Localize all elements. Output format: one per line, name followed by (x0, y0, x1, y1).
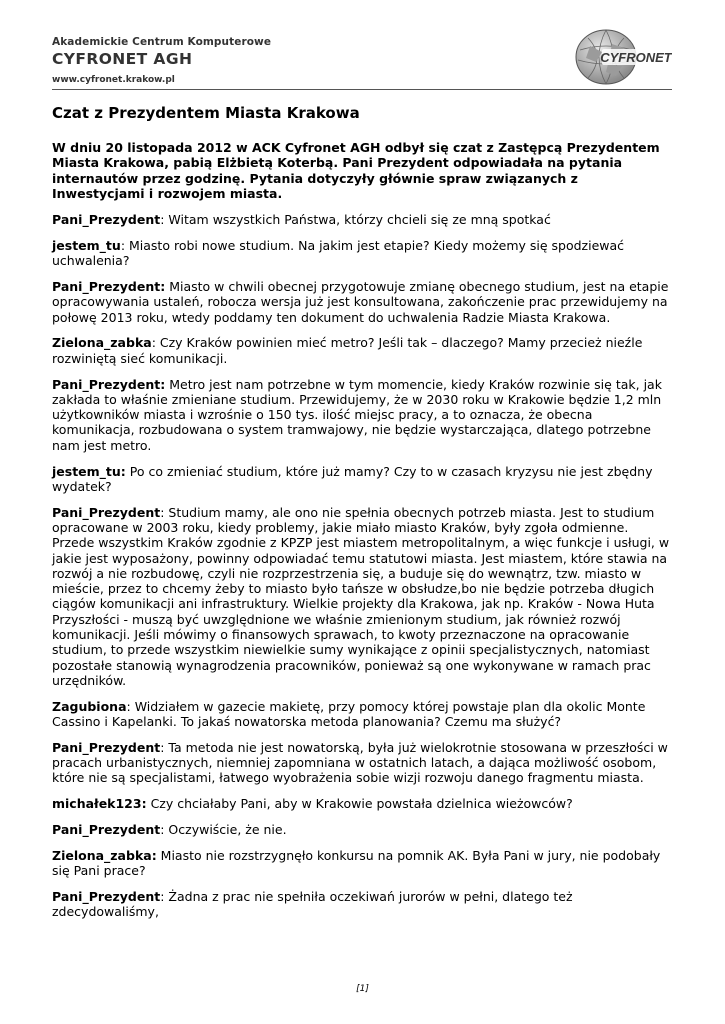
chat-speaker: michałek123: (52, 796, 147, 812)
chat-speaker: Pani_Prezydent (52, 888, 161, 904)
page-header (52, 36, 672, 90)
chat-message (52, 848, 672, 879)
header-divider (52, 89, 672, 90)
chat-message (52, 822, 672, 837)
chat-message (52, 377, 672, 453)
chat-message (52, 279, 672, 325)
chat-text: Po co zmieniać studium, które już mamy? Czy to w czasach kryzysu nie jest zbędny wydatek? (52, 463, 653, 494)
organization-url[interactable]: www.cyfronet.krakow.pl (52, 75, 175, 85)
chat-text: Oczywiście, że nie. (168, 821, 287, 837)
chat-speaker: jestem_tu (52, 237, 121, 253)
chat-separator: : (160, 888, 169, 904)
cyfronet-logo (572, 28, 672, 86)
chat-speaker: Pani_Prezydent (52, 821, 161, 837)
organization-subtitle: Akademickie Centrum Komputerowe (52, 36, 272, 48)
chat-message (52, 238, 672, 269)
chat-text: Studium mamy, ale ono nie spełnia obecnych potrzeb miasta. Jest to studium opracowane w 2003 roku, kiedy problemy, jakie miało miasto Kraków, były zgoła odmienne. Przede wszystkim Kraków zgodnie z KPZP jest miastem metropolitalnym, a więc funkcje i usługi, w jakie jest wyposażony, powinny odpowiadać temu statutowi miasta. Jest miastem, które stawia na rozwój a nie rozbudowę, czyli nie rozprzestrzenia się, a buduje się do wewnątrz, tzw. miasto w mieście, przez to chcemy żeby to miasto było tańsze w obsłudze,bo nie będzie potrzeba długich ciągów komunikacji ani infrastruktury. Wielkie projekty dla Krakowa, jak np. Kraków - Nowa Huta Przyszłości - muszą być uwzględnione we właśnie zmienionym studium, jak również rozwój komunikacji. Jeśli mówimy o finansowych sprawach, to kwoty przeznaczone na opracowanie studium, to przede wszystkim niewielkie sumy wynikające z opinii specjalistycznych, natomiast pozostałe stanowią wynagrodzenia pracowników, ponieważ są one wykonywane w ramach prac urzędników. (52, 504, 670, 688)
chat-message (52, 699, 672, 730)
chat-speaker: Pani_Prezydent: (52, 376, 166, 392)
chat-speaker: Pani_Prezydent: (52, 279, 166, 295)
chat-speaker: jestem_tu: (52, 463, 126, 479)
chat-separator: : (160, 504, 169, 520)
chat-separator: : (160, 212, 169, 228)
chat-separator: : (160, 739, 169, 755)
chat-text: Witam wszystkich Państwa, którzy chcieli się ze mną spotkać (168, 212, 551, 228)
chat-text: Miasto robi nowe studium. Na jakim jest etapie? Kiedy możemy się spodziewać uchwalenia? (52, 237, 625, 269)
article (52, 104, 672, 930)
chat-text: Żadna z prac nie spełniła oczekiwań jurorów w pełni, dlatego też zdecydowaliśmy, (52, 888, 573, 920)
chat-text: Metro jest nam potrzebne w tym momencie, kiedy Kraków rozwinie się tak, jak zakłada to właśnie zmieniane studium. Przewidujemy, że w 2030 roku w Krakowie będzie 1,2 mln użytkowników miasta i wzrośnie o 150 tys. ilość miejsc pracy, a to oznacza, że obecna komunikacja, rozbudowana o system tramwajowy, nie będzie wystarczająca, dlatego potrzebne nam jest metro. (52, 376, 662, 453)
chat-message (52, 212, 672, 227)
chat-text: Czy chciałaby Pani, aby w Krakowie powstała dzielnica wieżowców? (150, 796, 573, 812)
organization-name: CYFRONET AGH (52, 50, 193, 68)
chat-separator: : (120, 237, 129, 253)
chat-text: Miasto w chwili obecnej przygotowuje zmianę obecnego studium, jest na etapie opracowywania ustaleń, robocza wersja już jest konsultowana, zakończenie prac przewidujemy na połowę 2013 roku, wtedy poddamy ten dokument do uchwalenia Radzie Miasta Krakowa. (52, 279, 669, 325)
chat-separator: : (160, 821, 169, 837)
chat-speaker: Zielona_zabka (52, 335, 152, 351)
chat-message (52, 464, 672, 495)
chat-separator: : (126, 698, 135, 714)
page-number: [1] (356, 984, 369, 994)
chat-text: Widziałem w gazecie makietę, przy pomocy której powstaje plan dla okolic Monte Cassino i Kapelanki. To jakaś nowatorska metoda planowania? Czemu ma służyć? (52, 698, 646, 729)
chat-message (52, 335, 672, 366)
chat-speaker: Zagubiona (52, 698, 127, 714)
chat-message (52, 505, 672, 689)
chat-speaker: Pani_Prezydent (52, 212, 161, 228)
chat-separator: : (151, 335, 160, 351)
chat-message (52, 889, 672, 920)
article-intro: W dniu 20 listopada 2012 w ACK Cyfronet AGH odbył się czat z Zastępcą Prezydentem Miasta Krakowa, pabią Elżbietą Koterbą. Pani Prezydent odpowiadała na pytania internautów przez godzinę. Pytania dotyczyły głównie spraw związanych z Inwestycjami i rozwojem miasta. (52, 140, 660, 201)
svg-text:CYFRONET: CYFRONET (600, 50, 672, 65)
chat-speaker: Zielona_zabka: (52, 847, 157, 863)
chat-speaker: Pani_Prezydent (52, 504, 161, 520)
chat-text: Miasto nie rozstrzygnęło konkursu na pomnik AK. Była Pani w jury, nie podobały się Pani prace? (52, 847, 661, 879)
article-title: Czat z Prezydentem Miasta Krakowa (52, 104, 360, 122)
chat-text: Czy Kraków powinien mieć metro? Jeśli tak – dlaczego? Mamy przecież nieźle rozwiniętą sieć komunikacji. (52, 335, 643, 366)
chat-message (52, 796, 672, 811)
chat-transcript (52, 212, 672, 919)
chat-message (52, 740, 672, 786)
chat-text: Ta metoda nie jest nowatorską, była już wielokrotnie stosowana w przeszłości w pracach urbanistycznych, niemniej zapomniana w ostatnich latach, a dająca możliwość osobom, które nie są specjalistami, łatwego wyobrażenia sobie wizji rozwoju danego fragmentu miasta. (52, 739, 668, 786)
chat-speaker: Pani_Prezydent (52, 739, 161, 755)
